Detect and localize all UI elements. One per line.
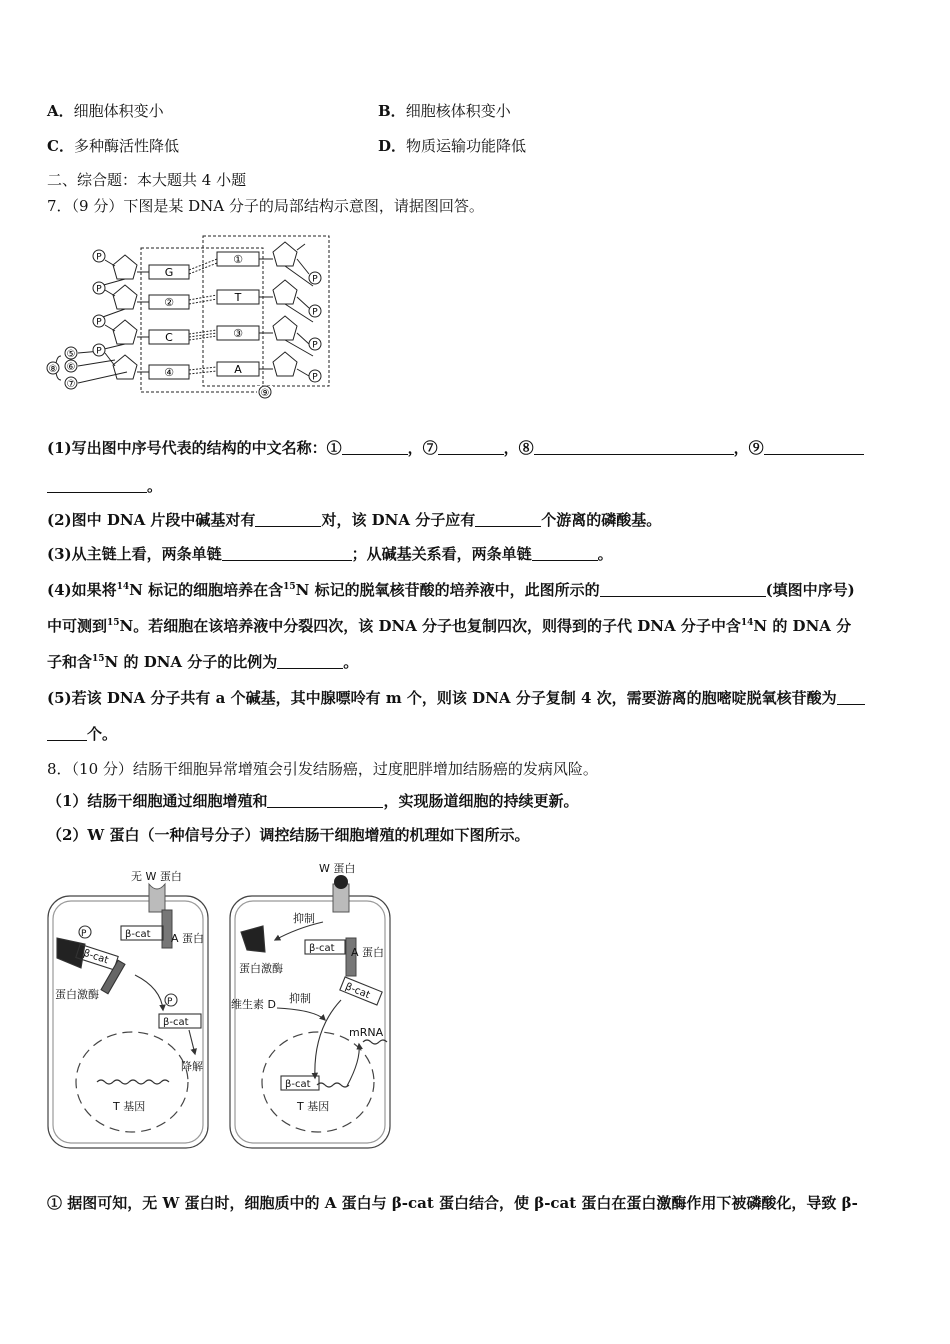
receptor-right (333, 875, 356, 976)
option-d-text: 物质运输功能降低 (406, 137, 527, 155)
q7-part5-text-b: 个。 (87, 725, 118, 743)
arrow-bcat-to-nucleus (315, 1000, 341, 1078)
base-labels (164, 253, 243, 379)
label-bcat-l2: β-cat (81, 947, 110, 967)
label-degrade: 降解 (181, 1060, 203, 1073)
label-kinase-right: 蛋白激酶 (239, 962, 283, 975)
q7-part1-cont (47, 476, 162, 496)
blank-ratio[interactable] (277, 654, 343, 669)
w-protein-figure (45, 860, 395, 1152)
label-p1: P (81, 929, 87, 939)
left-base-3: ④ (164, 366, 174, 379)
option-c-letter: C． (47, 137, 74, 155)
blank-main-chain[interactable] (222, 546, 352, 561)
q8-part1-text-b: ，实现肠道细胞的持续更新。 (383, 792, 579, 810)
label-5: ⑤ (66, 349, 76, 360)
q8-part2-sub1: ① 据图可知，无 W 蛋白时，细胞质中的 A 蛋白与 β-cat 蛋白结合，使 β-cat 蛋白在蛋白激酶作用下被磷酸化，导致 β- (47, 1194, 858, 1212)
phosphate-left-2-icon (93, 315, 105, 328)
label-t-gene-right: T 基因 (297, 1100, 330, 1113)
q8-part2: （2）W 蛋白（一种信号分子）调控结肠干细胞增殖的机理如下图所示。 (47, 826, 530, 844)
q7-part4-sup2: 15 (283, 582, 296, 592)
w-protein-icon (334, 875, 348, 889)
q7-part4-text-c: N 标记的脱氧核苷酸的培养液中，此图所示的 (295, 581, 600, 599)
q7-part1-text-c: ，⑧ (503, 439, 534, 457)
label-t-gene-left: T 基因 (113, 1100, 146, 1113)
q7-part4-l3-text-a: 子和含 (47, 653, 93, 671)
q7-part4-l2-sup2: 14 (740, 618, 754, 628)
section-title: 二、综合题：本大题共 4 小题 (47, 171, 247, 189)
label-bcat-r2: β-cat (343, 981, 372, 1002)
blank-1[interactable] (342, 440, 408, 455)
blank-pairs[interactable] (255, 512, 321, 527)
blank-n15-position[interactable] (600, 582, 766, 597)
phosphate-label: P (96, 317, 102, 328)
option-b-text: 细胞核体积变小 (405, 102, 511, 120)
option-a (47, 101, 164, 121)
left-base-1: ② (164, 296, 174, 309)
option-b (378, 101, 511, 121)
phosphate-left-1-icon (93, 282, 105, 295)
t-gene-left-icon (97, 1080, 169, 1084)
blank-cytosine-cont[interactable] (47, 726, 87, 741)
phosphate-right-0-icon (309, 272, 321, 285)
q7-part4-line2 (47, 616, 851, 636)
label-bcat-l3: β-cat (163, 1017, 189, 1028)
q7-part3-text-c: 。 (597, 545, 613, 563)
q7-part1-text-d: ，⑨ (733, 439, 764, 457)
phosphate-right-1-icon (309, 305, 321, 318)
blank-cytosine[interactable] (837, 690, 865, 705)
blank-9-cont[interactable] (47, 478, 147, 493)
q7-part3-text-b: ；从碱基关系看，两条单链 (351, 545, 532, 563)
q7-part2 (47, 510, 661, 530)
label-p2: P (167, 997, 173, 1007)
label-a-protein-right: A 蛋白 (351, 946, 385, 959)
right-base-1: T (234, 291, 242, 304)
q7-part4-l3-sup: 15 (92, 654, 105, 664)
q7-part4-sup1: 14 (116, 582, 130, 592)
phosphate-right-icons (309, 272, 321, 383)
q7-stem: 7．（9 分）下图是某 DNA 分子的局部结构示意图，请据图回答。 (47, 197, 484, 215)
q8-part1-text-a: （1）结肠干细胞通过细胞增殖和 (47, 792, 268, 810)
q7-part5-text-a: (5)若该 DNA 分子共有 a 个碱基，其中腺嘌呤有 m 个，则该 DNA 分子复制 4 次，需要游离的胞嘧啶脱氧核苷酸为 (47, 689, 837, 707)
phosphate-right-2-icon (309, 338, 321, 351)
arrow-degrade (189, 1030, 195, 1054)
q7-part2-text-b: 对，该 DNA 分子应有 (321, 511, 476, 529)
option-d-letter: D． (378, 137, 407, 155)
label-bcat-l1: β-cat (125, 929, 151, 940)
option-a-text: 细胞体积变小 (73, 102, 164, 120)
blank-9[interactable] (764, 440, 864, 455)
right-base-2: ③ (233, 327, 243, 340)
q7-part5-line2 (47, 724, 117, 744)
nucleus-left (76, 1032, 188, 1132)
phosphate-label: P (96, 284, 102, 295)
phosphate-label: P (96, 252, 102, 263)
label-9: ⑨ (260, 388, 270, 399)
t-gene-right-icon (317, 1083, 349, 1087)
phosphate-left-3-icon (93, 344, 105, 357)
q7-part2-text-c: 个游离的磷酸基。 (541, 511, 662, 529)
left-base-2: C (165, 331, 173, 344)
q7-part1-text-b: ，⑦ (407, 439, 438, 457)
q7-part4-l3-text-c: 。 (343, 653, 359, 671)
q7-part4-line1 (47, 580, 855, 600)
box-nucleotide-pair (141, 248, 263, 392)
label-kinase-left: 蛋白激酶 (55, 988, 99, 1001)
label-no-w: 无 W 蛋白 (131, 870, 182, 883)
nucleus-right (262, 1032, 374, 1132)
phosphate-left-0-icon (93, 250, 105, 263)
q7-part2-text-a: (2)图中 DNA 片段中碱基对有 (47, 511, 256, 529)
label-bcat-r3: β-cat (285, 1079, 311, 1090)
label-w: W 蛋白 (319, 862, 356, 875)
kinase-left-icon (57, 938, 85, 968)
q7-part4-text-b: N 标记的细胞培养在含 (129, 581, 284, 599)
q7-part4-l2-text-c: N 的 DNA 分 (753, 617, 852, 635)
arrow-vitd (277, 1008, 325, 1020)
arrow-mrna (347, 1044, 359, 1086)
blank-base-relation[interactable] (532, 546, 598, 561)
q7-part3-text-a: (3)从主链上看，两条单链 (47, 545, 222, 563)
q7-part4-l2-text-a: 中可测到 (47, 617, 108, 635)
option-b-letter: B． (378, 102, 406, 120)
label-bcat-r1: β-cat (309, 943, 335, 954)
phosphate-label: P (96, 346, 102, 357)
mrna-icon (363, 1040, 387, 1044)
label-6: ⑥ (66, 362, 76, 373)
q8-part1 (47, 791, 578, 811)
label-7: ⑦ (66, 379, 76, 390)
arrow-to-phospho (135, 975, 163, 1010)
q7-part4-l2-text-b: N。若细胞在该培养液中分裂四次，该 DNA 分子也复制四次，则得到的子代 DNA 分子中含 (119, 617, 741, 635)
q7-part4-l3-text-b: N 的 DNA 分子的比例为 (104, 653, 278, 671)
blank-7[interactable] (438, 440, 504, 455)
left-pentagons (113, 255, 137, 379)
phosphate-label: P (312, 340, 318, 351)
q7-part1 (47, 438, 864, 458)
q8-stem: 8．（10 分）结肠干细胞异常增殖会引发结肠癌，过度肥胖增加结肠癌的发病风险。 (47, 760, 598, 778)
label-mrna: mRNA (349, 1026, 384, 1039)
q7-part4-l2-sup: 15 (107, 618, 120, 628)
bracket-8 (53, 351, 127, 383)
backbone-right (259, 244, 313, 376)
label-vitd: 维生素 D (231, 998, 276, 1011)
label-a-protein-left: A 蛋白 (171, 932, 205, 945)
right-base-0: ① (233, 253, 243, 266)
phosphate-left-icons (93, 250, 105, 357)
option-c-text: 多种酶活性降低 (73, 137, 179, 155)
q7-part3 (47, 544, 613, 564)
phosphate-label: P (312, 307, 318, 318)
q7-part4-text-d: (填图中序号) (765, 581, 855, 599)
blank-8[interactable] (534, 440, 734, 455)
phosphate-label: P (312, 274, 318, 285)
dna-diagram (45, 226, 335, 402)
label-8: ⑧ (48, 364, 58, 375)
option-d (378, 136, 526, 156)
blank-differentiation[interactable] (267, 793, 383, 808)
q7-part4-text-a: (4)如果将 (47, 581, 117, 599)
left-base-0: G (164, 266, 174, 279)
phosphate-right-3-icon (309, 370, 321, 383)
label-inhibit-1: 抑制 (293, 912, 315, 925)
right-base-3: A (234, 363, 242, 376)
blank-phosphate[interactable] (475, 512, 541, 527)
q7-part1-end: 。 (147, 477, 163, 495)
q7-part1-text-a: (1)写出图中序号代表的结构的中文名称：① (47, 439, 342, 457)
option-c (47, 136, 179, 156)
option-a-letter: A． (47, 102, 74, 120)
q7-part5-line1 (47, 688, 865, 708)
kinase-right-icon (241, 926, 265, 952)
label-inhibit-2: 抑制 (289, 992, 311, 1005)
receptor-left (149, 884, 172, 948)
phosphate-label: P (312, 372, 318, 383)
q7-part4-line3 (47, 652, 358, 672)
